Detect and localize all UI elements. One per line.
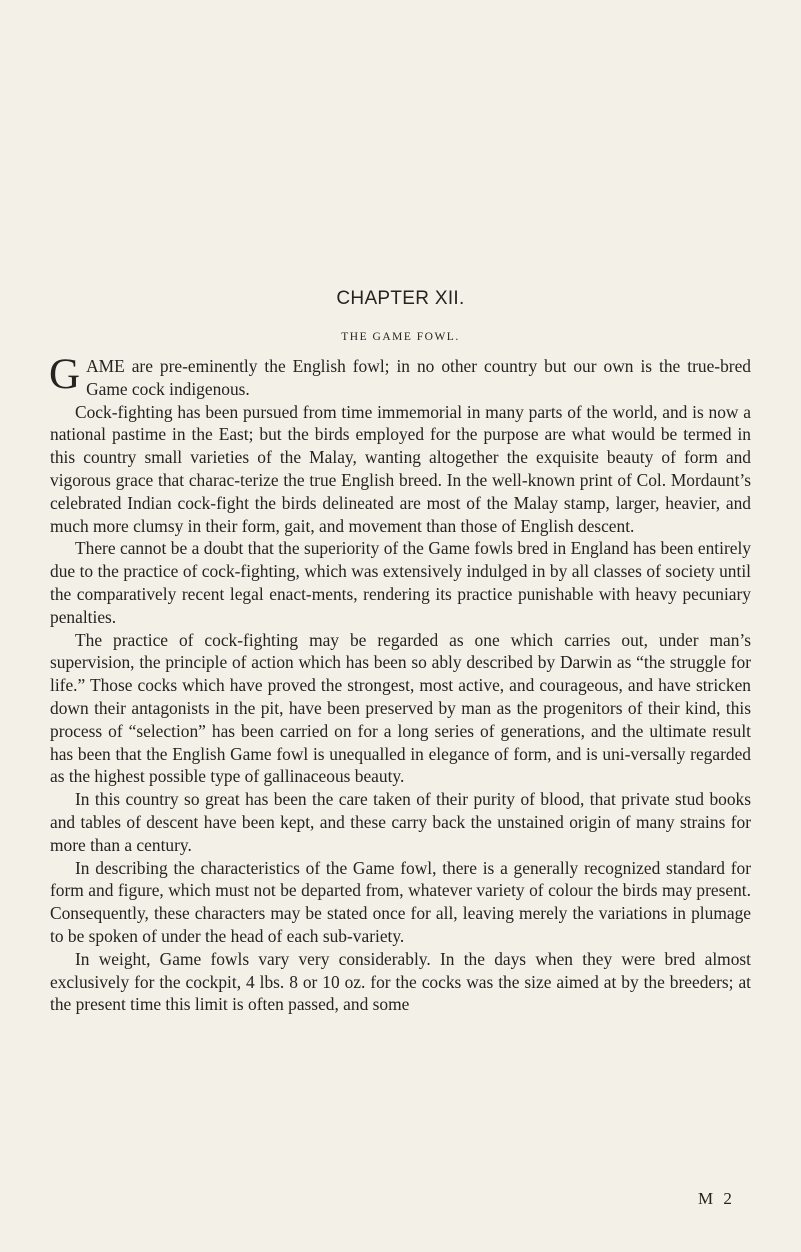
paragraph: GAME are pre-eminently the English fowl; in no other country but our own is the true-bred Game cock indigenous. (49, 351, 751, 399)
paragraph: In describing the characteristics of the Game fowl, there is a generally recognized standard for form and figure, which must not be departed from, whatever variety of colour the birds may present. Consequently, these characters may be stated once for all, leaving merely the variations in plumage to be spoken of under the head of each sub-variety. (50, 857, 751, 946)
chapter-title: CHAPTER XII. (336, 288, 465, 309)
drop-cap: G (49, 351, 81, 398)
paragraph: In weight, Game fowls vary very considerably. In the days when they were bred almost exclusively for the cockpit, 4 lbs. 8 or 10 oz. for the cocks was the size aimed at by the breeders; at the present time this limit is often passed, and some (50, 948, 751, 1015)
printer-signature-mark: M 2 (698, 1189, 735, 1208)
paragraph: There cannot be a doubt that the superiority of the Game fowls bred in England has been entirely due to the practice of cock-fighting, which was extensively indulged in by all classes of society until the comparatively recent legal enact-ments, rendering its practice punishable with heavy pecuniary penalties. (50, 538, 751, 627)
section-title: THE GAME FOWL. (341, 331, 460, 343)
paragraph: Cock-fighting has been pursued from time immemorial in many parts of the world, and is now a national pastime in the East; but the birds employed for the purpose are what would be termed in this country small varieties of the Malay, wanting altogether the exquisite beauty of form and vigorous grace that charac-terize the true English breed. In the well-known print of Col. Mordaunt’s celebrated Indian cock-fight the birds delineated are most of the Malay stamp, larger, heavier, and much more clumsy in their form, gait, and movement than those of English descent. (50, 401, 751, 536)
body-text (49, 351, 751, 1016)
paragraph: The practice of cock-fighting may be regarded as one which carries out, under man’s supervision, the principle of action which has been so ably described by Darwin as “the struggle for life.” Those cocks which have proved the strongest, most active, and courageous, and have stricken down their antagonists in the pit, have been preserved by man as the progenitors of their kind, this process of “selection” has been carried on for a long series of generations, and the ultimate result has been that the English Game fowl is unequalled in elegance of form, and is uni-versally regarded as the highest possible type of gallinaceous beauty. (50, 629, 751, 787)
paragraph: In this country so great has been the care taken of their purity of blood, that private stud books and tables of descent have been kept, and these carry back the unstained origin of many strains for more than a century. (50, 789, 751, 855)
